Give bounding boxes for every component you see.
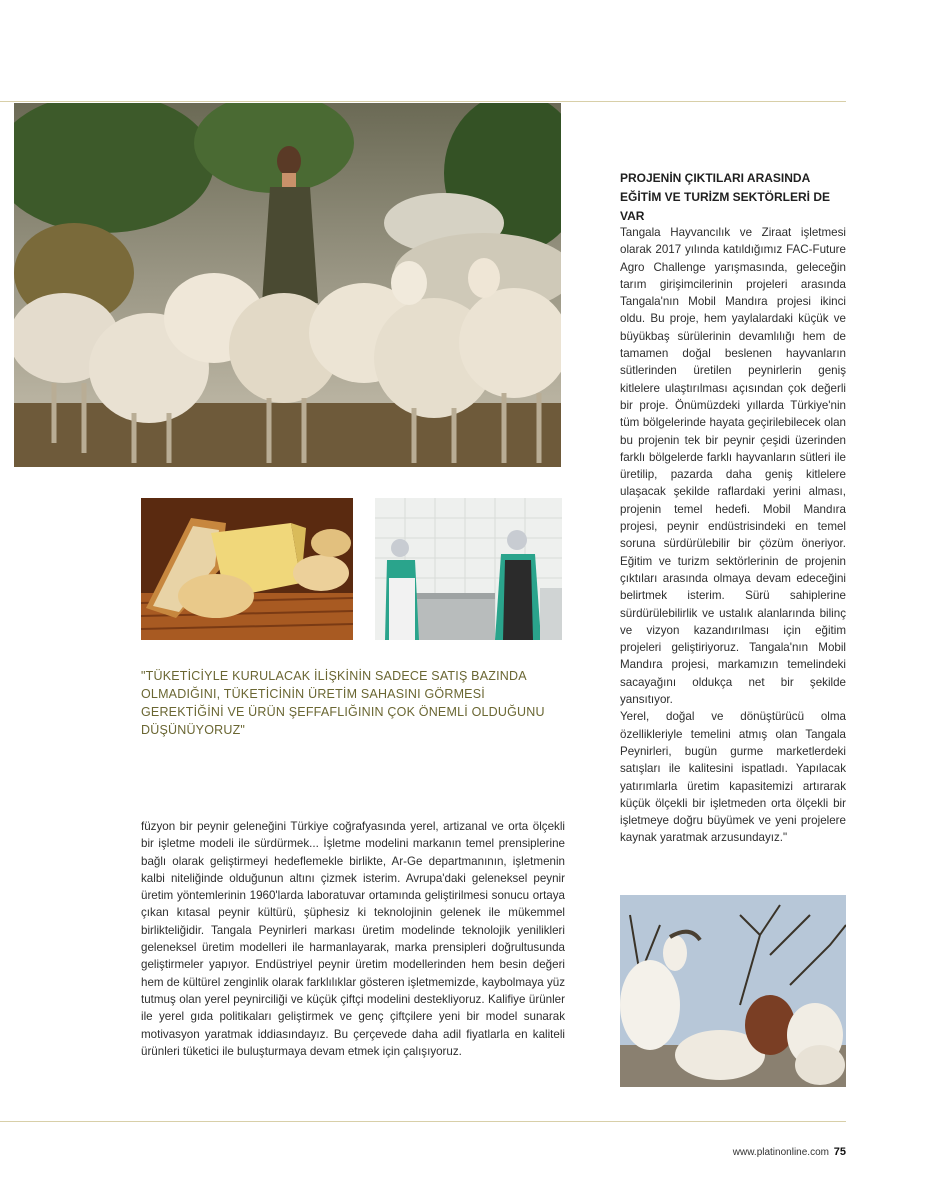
right-paragraph-1: Tangala Hayvancılık ve Ziraat işletmesi olarak 2017 yılında katıldığımız FAC-Future Agro Challenge yarışmasında, geleceğin tarım girişimcilerinin projeleri arasında Tangala'nın Mobil Mandıra projesi ikinci oldu. Bu proje, hem yaylalardaki küçük ve büyükbaş sürülerinin devamlılığı hem de tamamen doğal beslenen hayvanların sütlerinden üretilen peynirlerin geniş kitlelere ulaştırılması açısından çok değerli bir proje. Önümüzdeki yıllarda Türkiye'nin tüm bölgelerinde hayata geçirilebilecek olan bu projenin tek bir peynir çeşidi üzerinden farklı bölgelerde farklı hayvanların sütleri ile üretilip, pazarda daha geniş kitlelere ulaşacak şekilde raflardaki yerini alması, projenin temel hedefi. Mobil Mandıra projesi, peynir endüstrisindeki en temel soruna sürdürülebilir bir çözüm öneriyor. Eğitim ve turizm sektörlerinin de projenin çıktıları arasında olmaya devam edeceğini belirtmek isterim. Sürü sahiplerine sürdürülebilirlik ve ustalık alanlarında bilinç ve vizyon kazandırılması için eğitim projeleri geliştiriyoruz. Tangala'nın Mobil Mandıra projesi, markamızın temelindeki sacayağını oldukça net bir şekilde yansıtıyor. <box>620 226 846 707</box>
body-text-right-column <box>620 224 846 847</box>
bottom-rule <box>0 1121 846 1122</box>
sheep-flock-photo <box>14 103 561 467</box>
top-rule <box>0 101 846 102</box>
dairy-workers-photo <box>375 498 562 640</box>
page-number: 75 <box>833 1146 846 1158</box>
website-url[interactable]: www.platinonline.com <box>732 1147 829 1158</box>
pull-quote: "TÜKETİCİYLE KURULACAK İLİŞKİNİN SADECE SATIŞ BAZINDA OLMADIĞINI, TÜKETİCİNİN ÜRETİM SAHASINI GÖRMESİ GEREKTİĞİNİ VE ÜRÜN ŞEFFAFLIĞININ ÇOK ÖNEMLİ OLDUĞUNU DÜŞÜNÜYORUZ" <box>141 669 545 737</box>
cheese-photo <box>141 498 353 640</box>
goats-photo <box>620 895 846 1087</box>
section-heading: PROJENİN ÇIKTILARI ARASINDA EĞİTİM VE TURİZM SEKTÖRLERİ DE VAR <box>620 171 831 223</box>
right-paragraph-2: Yerel, doğal ve dönüştürücü olma özellikleriyle temelini atmış olan Tangala Peynirleri, bugün gurme marketlerdeki satışları ile kalitesini ispatladı. Yapılacak yatırımlarla üretim kapasitemizi artırarak küçük ölçekli bir işletmeden orta ölçekli bir işletmeye doğru büyümek ve yeni projelere kaynak yaratmak arzusundayız." <box>620 710 846 845</box>
body-text-left-column: füzyon bir peynir geleneğini Türkiye coğrafyasında yerel, artizanal ve orta ölçekli bir işletme modeli ile sürdürmek... İşletme modelini markanın temel prensiplerine bağlı olarak geliştirmeyi hedeflemekle birlikte, Ar-Ge departmanının, işletmenin kalbi niteliğinde olduğunun altını çizmek isterim. Avrupa'daki geleneksel peynir üretim yöntemlerinin 1960'larda laboratuvar ortamında geliştirilmesi sonucu ortaya çıkan kıtasal peynir kültürü, şüphesiz ki teknolojinin gelenek ile mükemmel birlikteliğidir. Tangala Peynirleri markası üretim modelinde teknolojik yenilikleri geleneksel üretim modelleri ile harmanlayarak, marka prensipleri doğrultusunda geliştirmeler yapıyor. Endüstriyel peynir üretim modellerinden hem besin değeri hem de kültürel zenginlik olarak farklılıklar gösteren işletmemizde, kaybolmaya yüz tutmuş olan yerel peynirciliği ve küçük çiftçi modelini destekliyoruz. Kalifiye ürünler ile yerel gıda politikaları geliştirmek ve genç çiftçilere yeni bir model sunarak motivasyon yaratmak iddiasındayız. Bu çerçevede daha adil fiyatlarla en kaliteli ürünleri tüketici ile buluşturmaya devam etmek için çalışıyoruz. <box>141 820 565 1058</box>
page-footer <box>733 1146 846 1158</box>
